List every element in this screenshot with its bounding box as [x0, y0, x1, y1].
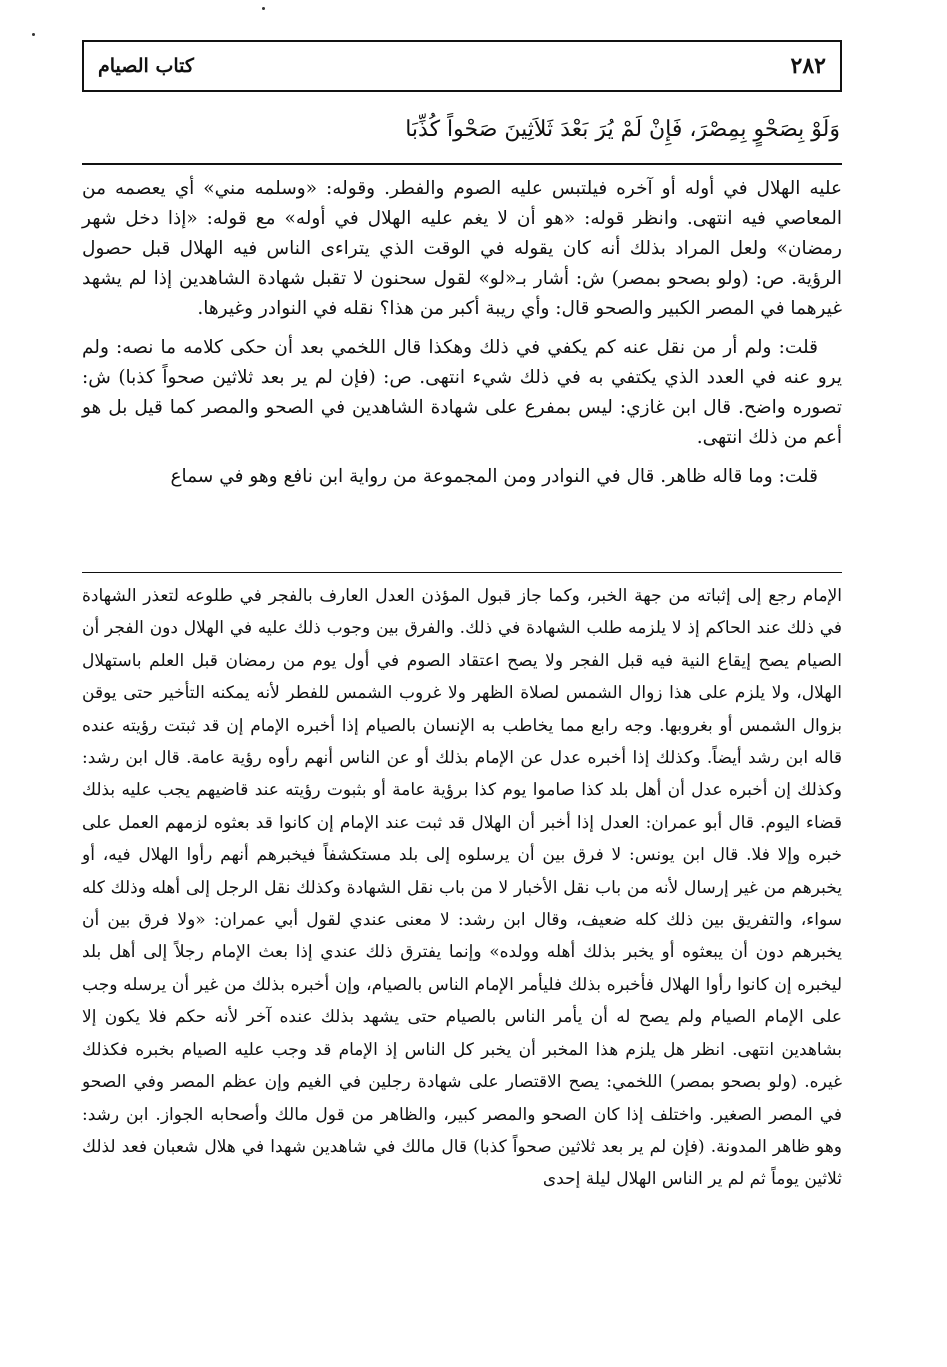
commentary-paragraph: قلت: ولم أر من نقل عنه كم يكفي في ذلك وهكذا قال اللخمي بعد أن حكى كلامه ما نصه: ولم يرو عنه في العدد الذي يكتفي به في ذلك شيء انتهى. ص: (فإن لم ير بعد ثلاثين صحواً كذبا) ش: تصوره واضح. قال ابن غازي: ليس بمفرع على شهادة الشاهدين في الصحو والمصر كما قيل بل هو أعم من ذلك انتهى. [82, 337, 842, 448]
scan-speck [32, 33, 35, 36]
book-page [82, 0, 842, 1367]
footnote-divider [82, 572, 842, 573]
verse-line: وَلَوْ بِصَحْوٍ بِمِصْرَ، فَإِنْ لَمْ يُرَ بَعْدَ ثَلاَثِينَ صَحْواً كُذِّبَا [405, 117, 840, 142]
footnote-text [82, 580, 842, 1196]
commentary-paragraph: عليه الهلال في أوله أو آخره فيلتبس عليه الصوم والفطر. وقوله: «وسلمه مني» أي يعصمه من المعاصي فيه انتهى. وانظر قوله: «هو أن لا يغم عليه الهلال في أوله» مع قوله: «إذا دخل شهر رمضان» ولعل المراد بذلك أنه كان يقوله في الوقت الذي يتراءى الناس فيه الهلال قبل حصول الرؤية. ص: (ولو بصحو بمصر) ش: أشار بـ«لو» لقول سحنون لا تقبل شهادة الشاهدين إذا لم يشهد غيرهما في المصر الكبير والصحو قال: وأي ريبة أكبر من هذا؟ نقله في النوادر وغيرها. [82, 178, 842, 319]
commentary-text [82, 174, 842, 501]
running-header [82, 40, 842, 92]
footnote-paragraph: الإمام رجع إلى إثباته من جهة الخبر، وكما جاز قبول المؤذن العدل العارف بالفجر في طلوعه لتعذر الشهادة في ذلك عند الحاكم إذ لا يلزمه طلب الشهادة في ذلك. والفرق بين وجوب ذلك عليه في الهلال دون الفجر أن الصيام يصح إيقاع النية فيه قبل الفجر ولا يصح اعتقاد الصوم في أول يوم من رمضان قبل العلم باستهلال الهلال، ولا يلزم على هذا زوال الشمس لصلاة الظهر ولا غروب الشمس للفطر لأنه يمكنه التأخير حتى يوقن بزوال الشمس أو بغروبها. وجه رابع مما يخاطب به الإنسان بالصيام إذا أخبره الإمام إن قد ثبتت رؤيته عنده قاله ابن رشد أيضاً. وكذلك إذا أخبره عدل عن الإمام بذلك أو عن الناس أنهم رأوه رؤية عامة. قال ابن رشد: وكذلك إن أخبره عدل أن أهل بلد كذا صاموا يوم كذا برؤية عامة أو بثبوت رؤيته عند قاضيهم يجب عليه بذلك قضاء اليوم. قال أبو عمران: العدل إذا أخبر أن الهلال قد ثبت عند الإمام إن كانوا قد بعثوه لزمهم العمل على خبره وإلا فلا. قال ابن يونس: لا فرق بين أن يرسلوه إلى بلد مستكشفاً فيخبرهم أنهم رأوا الهلال فيه، أو يخبرهم من غير إرسال لأنه من باب نقل الأخبار لا من باب نقل الشهادة وكذلك نقل الرجل إلى أهله وذلك كله سواء، والتفريق بين ذلك كله ضعيف، وقال ابن رشد: لا معنى عندي لقول أبي عمران: «ولا فرق بين أن يخبرهم دون أن يبعثوه أو يخبر بذلك أهله وولده» وإنما يفترق ذلك عندي إذا بعث الإمام رجلاً إلى أهل بلد ليخبره إن كانوا رأوا الهلال فأخبره بذلك فليأمر الإمام الناس بالصيام، وإن أخبره بذلك من غير أن يرسله وجب على الإمام الصيام ولم يصح له أن يأمر الناس بالصيام حتى يشهد بذلك عنده آخر لأنه حكم فلا يكون إلا بشاهدين انتهى. انظر هل يلزم هذا المخبر أن يخبر كل الناس إذ الإمام قد وجب عليه الصيام بخبره فكذلك غيره. (ولو بصحو بمصر) اللخمي: يصح الاقتصار على شهادة رجلين في الغيم وإن عظم المصر وفي الصحو في المصر الصغير. واختلف إذا كان الصحو والمصر كبير، والظاهر من قول مالك وأصحابه الجواز. ابن رشد: وهو ظاهر المدونة. (فإن لم ير بعد ثلاثين صحواً كذبا) قال مالك في شاهدين شهدا في هلال شعبان فعد لذلك ثلاثين يوماً ثم لم ير الناس الهلال ليلة إحدى [82, 586, 842, 1190]
commentary-paragraph: قلت: وما قاله ظاهر. قال في النوادر ومن المجموعة من رواية ابن نافع وهو في سماع [170, 466, 818, 487]
book-title: كتاب الصيام [98, 55, 194, 77]
verse-divider [82, 163, 842, 165]
page-number: ٢٨٢ [790, 53, 826, 79]
